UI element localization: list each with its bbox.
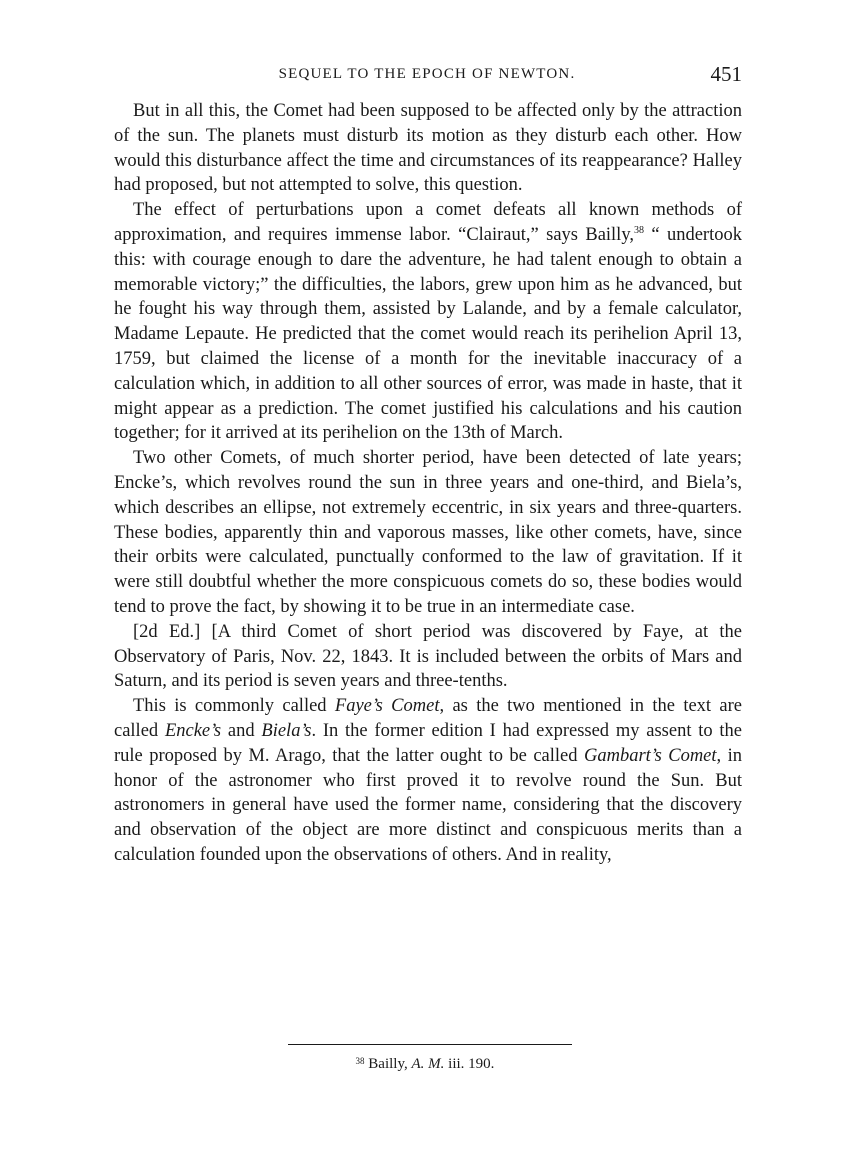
paragraph-text: , as the two mentioned in the text are called xyxy=(114,696,742,741)
italic-name: Faye’s Comet xyxy=(334,696,440,717)
paragraph-text: The effect of perturbations upon a comet defeats all known methods of approximation, and requires immense labor. “Clairaut,” says Bailly, xyxy=(114,200,742,245)
footnote-mark: 38 xyxy=(355,1056,365,1066)
paragraph-text: “ undertook this: with courage enough to dare the adventure, he had talent enough to obtain a memorable victory;” the difficulties, the labors, grew upon him as he advanced, but he fought his way through them, assisted by Lalande, and by a female calculator, Madame Lepaute. He predicted that the comet would reach its perihelion April 13, 1759, but claimed the license of a month for the inevitable inaccuracy of a calculation which, in addition to all other sources of error, was made in haste, that it might appear as a prediction. The comet justified his calculations and his caution together; for it arrived at its perihelion on the 13th of March. xyxy=(114,224,742,444)
paragraph-text: and xyxy=(221,720,262,741)
italic-name: Encke’s xyxy=(164,720,222,741)
paragraph-comet-naming xyxy=(114,694,742,868)
footnote xyxy=(0,1056,850,1073)
footnote-rule xyxy=(288,1044,572,1045)
paragraph-clairaut-perturbations xyxy=(114,198,742,446)
running-title: SEQUEL TO THE EPOCH OF NEWTON. xyxy=(278,66,576,82)
paragraph-text: . In the former edition I had expressed my assent to the rule proposed by M. Arago, that the latter ought to be called xyxy=(114,720,743,766)
footnote-location: iii. 190. xyxy=(444,1056,495,1072)
paragraph-short-period-comets: Two other Comets, of much shorter period, have been detected of late years; Encke’s, which revolves round the sun in three years and one-third, and Biela’s, which describes an ellipse, not extremely eccentric, in six years and three-quarters. These bodies, apparently thin and vaporous masses, like other comets, have, since their orbits were calculated, punctually conformed to the law of gravitation. If it were still doubtful whether the more conspicuous comets do so, these bodies would tend to prove the fact, by showing it to be true in an intermediate case. xyxy=(114,448,742,617)
paragraph-text: , in honor of the astronomer who first proved it to revolve round the Sun. But astronomers in general have used the former name, considering that the discovery and observation of the object are more distinct and conspicuous merits than a calculation founded upon the observations of others. And in reality, xyxy=(114,745,743,865)
footnote-reference: 38 xyxy=(634,224,644,236)
footnote-work: A. M. xyxy=(411,1056,445,1072)
paragraph-comet-attraction: But in all this, the Comet had been supposed to be affected only by the attraction of the sun. The planets must disturb its motion as they disturb each other. How would this disturbance affect the time and circumstances of its reappearance? Halley had proposed, but not attempted to solve, this question. xyxy=(114,101,742,196)
italic-name: Biela’s xyxy=(261,720,312,741)
footnote-author: Bailly, xyxy=(364,1056,412,1072)
italic-name: Gambart’s Comet xyxy=(583,745,717,766)
paragraph-faye-comet: [2d Ed.] [A third Comet of short period was discovered by Faye, at the Observatory of Paris, Nov. 22, 1843. It is included between the orbits of Mars and Saturn, and its period is seven years and three-tenths. xyxy=(114,621,742,692)
body-text xyxy=(114,99,742,868)
running-head xyxy=(112,62,742,88)
paragraph-text: This is commonly called xyxy=(133,696,335,717)
page-number: 451 xyxy=(710,62,742,86)
